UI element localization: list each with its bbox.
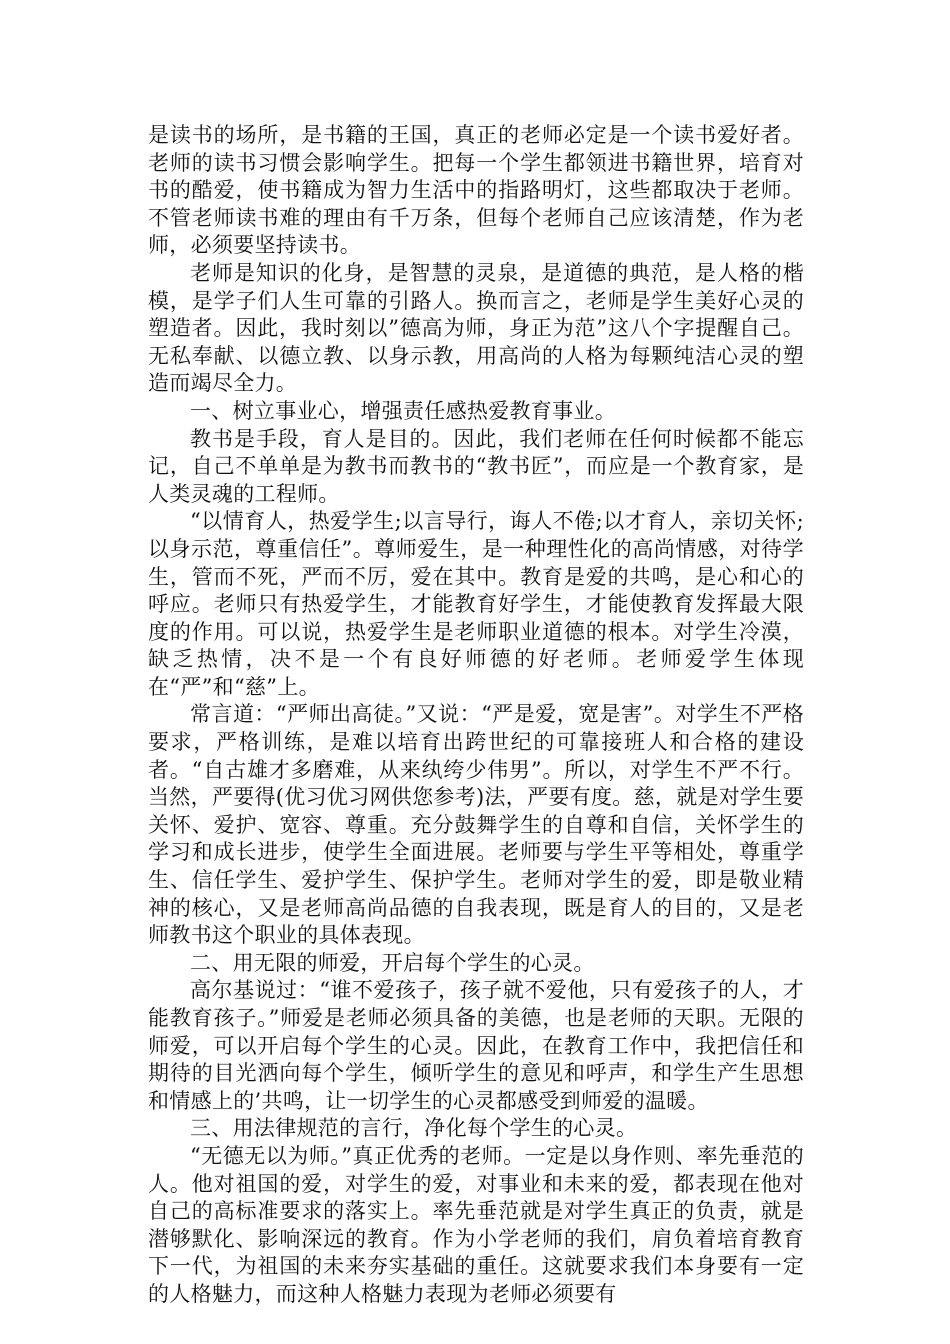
document-body — [148, 122, 804, 1309]
paragraph-strict-teacher: 常言道：“严师出高徒。”又说：“严是爱，宽是害”。对学生不严格要求，严格训练，是难以培育出跨世纪的可靠接班人和合格的建设者。“自古雄才多磨难，从来纨绔少伟男”。所以，对学生不严不行。当然，严要得(优习优习网供您参考)法，严要有度。慈，就是对学生要关怀、爱护、宽容、尊重。充分鼓舞学生的自尊和自信，关怀学生的学习和成长进步，使学生全面进展。老师要与学生平等相处，尊重学生、信任学生、爱护学生、保护学生。老师对学生的爱，即是敬业精神的核心，又是老师高尚品德的自我表现，既是育人的目的，又是老师教书这个职业的具体表现。 — [148, 702, 804, 948]
paragraph-lead-by-example: “无德无以为师。”真正优秀的老师。一定是以身作则、率先垂范的人。他对祖国的爱，对学生的爱，对事业和未来的爱，都表现在他对自己的高标准要求的落实上。率先垂范就是对学生真正的负责，就是潜够默化、影响深远的教育。作为小学老师的我们，肩负着培育教育下一代，为祖国的未来夯实基础的重任。这就要求我们本身要有一定的人格魅力，而这种人格魅力表现为老师必须要有 — [148, 1143, 804, 1306]
paragraph-teacher-role-model: 老师是知识的化身，是智慧的灵泉，是道德的典范，是人格的楷模，是学子们人生可靠的引路人。换而言之，老师是学生美好心灵的塑造者。因此，我时刻以”德高为师，身正为范”这八个字提醒自己。无私奉献、以德立教、以身示教，用高尚的人格为每颗纯洁心灵的塑造而竭尽全力。 — [148, 260, 804, 396]
paragraph-love-students: “以情育人，热爱学生;以言导行，诲人不倦;以才育人，亲切关怀;以身示范，尊重信任”。尊师爱生，是一种理性化的高尚情感，对待学生，管而不死，严而不厉，爱在其中。教育是爱的共鸣，是心和心的呼应。老师只有热爱学生，才能教育好学生，才能使教育发挥最大限度的作用。可以说，热爱学生是老师职业道德的根本。对学生冷漠，缺乏热情，决不是一个有良好师德的好老师。老师爱学生体现在“严”和“慈”上。 — [148, 509, 804, 699]
section-heading-3: 三、用法律规范的言行，净化每个学生的心灵。 — [190, 1116, 638, 1141]
paragraph-reading-habits: 是读书的场所，是书籍的王国，真正的老师必定是一个读书爱好者。老师的读书习惯会影响学生。把每一个学生都领进书籍世界，培育对书的酷爱，使书籍成为智力生活中的指路明灯，这些都取决于老师。不管老师读书难的理由有千万条，但每个老师自己应该清楚，作为老师，必须要坚持读书。 — [148, 123, 804, 258]
section-heading-1: 一、树立事业心，增强责任感热爱教育事业。 — [190, 398, 616, 423]
section-heading-2: 二、用无限的师爱，开启每个学生的心灵。 — [190, 950, 595, 975]
paragraph-gorky-quote: 高尔基说过：“谁不爱孩子，孩子就不爱他，只有爱孩子的人，才能教育孩子。”师爱是老师必须具备的美德，也是老师的天职。无限的师爱，可以开启每个学生的心灵。因此，在教育工作中，我把信任和期待的目光洒向每个学生，倾听学生的意见和呼声，和学生产生思想和情感上的’共鸣，让一切学生的心灵都感受到师爱的温暖。 — [148, 978, 804, 1113]
paragraph-teaching-purpose: 教书是手段，育人是目的。因此，我们老师在任何时候都不能忘记，自己不单单是为教书而教书的“教书匠”，而应是一个教育家，是人类灵魂的工程师。 — [148, 426, 804, 506]
